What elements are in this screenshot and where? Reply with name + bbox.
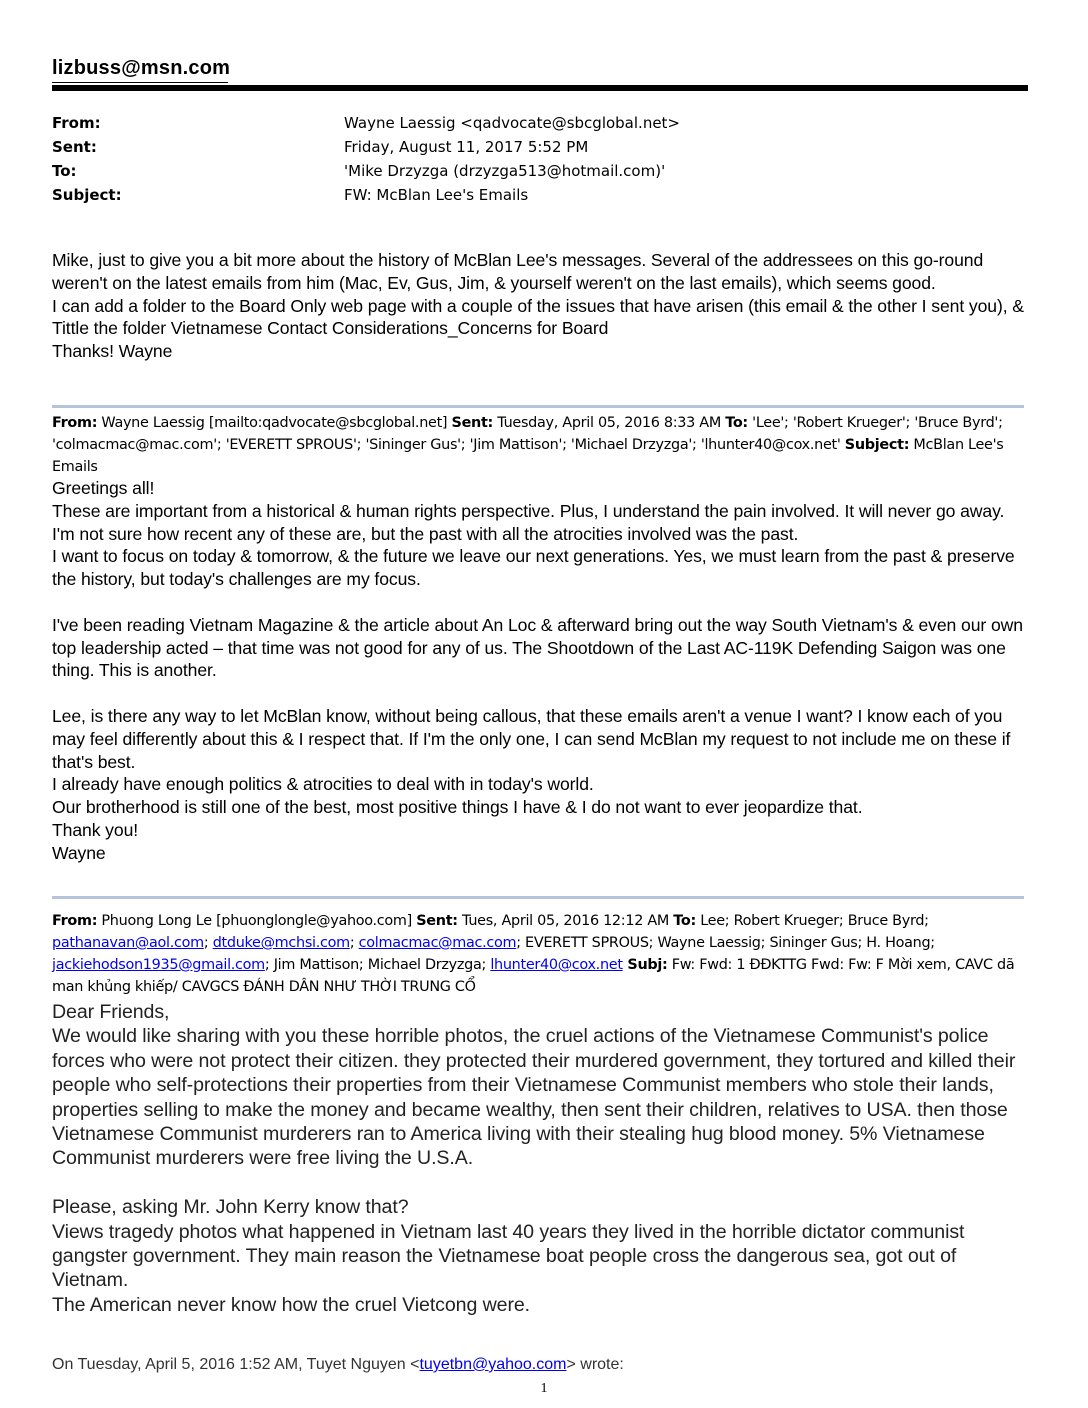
fwd1-sent-value: Tuesday, April 05, 2016 8:33 AM [493,415,726,431]
fwd1-to-value: 'Lee'; 'Robert Krueger'; 'Bruce Byrd'; 'colmacmac@mac.com'; 'EVERETT SPROUS'; 'Sininger Gus'; 'Jim Mattison'; 'Michael Drzyzga'; 'lhunter40@cox.net' [52,415,1003,453]
reply-prefix: On Tuesday, April 5, 2016 1:52 AM, Tuyet Nguyen < [52,1356,420,1373]
fwd2-subj-label: Subj: [622,957,668,973]
fwd2-sent-value: Tues, April 05, 2016 12:12 AM [457,913,674,929]
header-subject-row [52,183,1028,207]
email-header [52,111,1028,207]
fwd2-from-value: Phuong Long Le [phuonglongle@yahoo.com] [97,913,417,929]
message-paragraph: These are important from a historical & human rights perspective. Plus, I understand the pain involved. It will never go away. [52,500,1005,521]
email-link[interactable]: dtduke@mchsi.com [212,935,350,951]
email-link[interactable]: tuyetbn@yahoo.com [419,1356,567,1373]
subject-label: Subject: [52,186,122,204]
from-label: From: [52,114,101,132]
page-number: 1 [540,1381,548,1396]
from-value: Wayne Laessig <qadvocate@sbcglobal.net> [344,114,680,132]
forward-header-2 [52,910,1032,998]
header-sent-row [52,135,1028,159]
subject-value: FW: McBlan Lee's Emails [344,186,529,204]
fwd2-to-b: ; EVERETT SPROUS; Wayne Laessig; Sininger Gus; H. Hoang; [516,935,935,951]
header-from-row [52,111,1028,135]
message-paragraph: Wayne [52,842,106,863]
message-separator [52,896,1024,899]
fwd2-to-c: ; Jim Mattison; Michael Drzyzga; [264,957,491,973]
message-body-2 [52,477,1032,865]
message-paragraph: We would like sharing with you these horrible photos, the cruel actions of the Vietnamese Communist's police forces who were not protect their citizen. they protected their murdered government, they tortured and killed their people who self-protections their properties from their Vietnamese Communist members who stole their lands, properties selling to make the money and became wealthy, then sent their children, relatives to USA. then those Vietnamese Communist murderers ran to America living with their stealing hug blood money. 5% Vietnamese Communist murderers were free living the U.S.A. [52,1025,1016,1170]
header-to-row [52,159,1028,183]
separator-text: ; [349,935,359,951]
to-label: To: [52,162,77,180]
message-paragraph: Greetings all! [52,478,155,498]
reply-suffix: > wrote: [566,1356,624,1373]
fwd2-sent-label: Sent: [416,913,458,929]
email-link[interactable]: pathanavan@aol.com [52,935,204,951]
separator-text: ; [203,935,213,951]
message-paragraph: I can add a folder to the Board Only web page with a couple of the issues that have arisen (this email & the other I sent you), & Tittle the folder Vietnamese Contact Considerations_Concerns for Board [52,295,1024,339]
message-paragraph: I already have enough politics & atrocities to deal with in today's world. [52,774,594,795]
message-separator [52,405,1024,408]
message-paragraph: Thanks! Wayne [52,341,173,362]
fwd2-to-label: To: [673,913,696,929]
account-underline [52,82,228,83]
message-paragraph: I've been reading Vietnam Magazine & the article about An Loc & afterward bring out the way South Vietnam's & even our own top leadership acted – that time was not good for any of us. The Shootdown of the Last AC-119K Defending Saigon was one thing. This is another. [52,614,1023,681]
message-paragraph: I'm not sure how recent any of these are, but the past with all the atrocities involved was the past. [52,523,799,544]
quoted-reply-line [52,1356,624,1374]
message-paragraph: Mike, just to give you a bit more about the history of McBlan Lee's messages. Several of the addressees on this go-round weren't on the latest emails from him (Mac, Ev, Gus, Jim, & yourself weren't on the last emails), which seems good. [52,250,984,293]
message-paragraph: Our brotherhood is still one of the best, most positive things I have & I do not want to ever jeopardize that. [52,797,863,818]
sent-label: Sent: [52,138,97,156]
message-body-3 [52,1000,1032,1317]
email-link[interactable]: lhunter40@cox.net [490,957,623,973]
sent-value: Friday, August 11, 2017 5:52 PM [344,138,589,156]
account-email: lizbuss@msn.com [52,57,231,79]
to-value: 'Mike Drzyzga (drzyzga513@hotmail.com)' [344,162,666,180]
message-body-1 [52,249,1032,363]
fwd2-subj-value: Fw: Fwd: 1 ĐĐKTTG Fwd: Fw: F Mời xem, CAVC dã man khủng khiếp/ CAVGCS ĐÁNH DÂN NHƯ THỜI TRUNG CỔ [52,957,1015,995]
message-paragraph: The American never know how the cruel Vietcong were. [52,1293,531,1316]
fwd2-from-label: From: [52,913,98,929]
fwd1-sent-label: Sent: [451,415,494,431]
fwd1-from-value: Wayne Laessig [mailto:qadvocate@sbcglobal.net] [97,415,452,431]
fwd2-to-a: Lee; Robert Krueger; Bruce Byrd; [695,913,929,929]
message-paragraph: Dear Friends, [52,1001,170,1023]
fwd1-subject-value: McBlan Lee's Emails [52,437,1004,475]
message-paragraph: Thank you! [52,819,139,840]
email-link[interactable]: colmacmac@mac.com [358,935,517,951]
fwd1-from-label: From: [52,415,98,431]
fwd1-to-label: To: [725,415,748,431]
fwd1-subject-label: Subject: [844,437,910,453]
message-paragraph: Lee, is there any way to let McBlan know, without being callous, that these emails aren't a venue I want? I know each of you may feel differently about this & I respect that. If I'm the only one, I can send McBlan my request to not include me on these if that's best. [52,705,1011,772]
message-paragraph: Views tragedy photos what happened in Vietnam last 40 years they lived in the horrible dictator communist gangster government. They main reason the Vietnamese boat people cross the dangerous sea, got out of Vietnam. [52,1220,965,1292]
message-paragraph: I want to focus on today & tomorrow, & the future we leave our next generations. Yes, we must learn from the past & preserve the history, but today's challenges are my focus. [52,546,1015,590]
message-paragraph: Please, asking Mr. John Kerry know that? [52,1196,409,1219]
email-link[interactable]: jackiehodson1935@gmail.com [52,957,265,973]
header-rule [52,85,1028,91]
forward-header-1 [52,412,1032,478]
